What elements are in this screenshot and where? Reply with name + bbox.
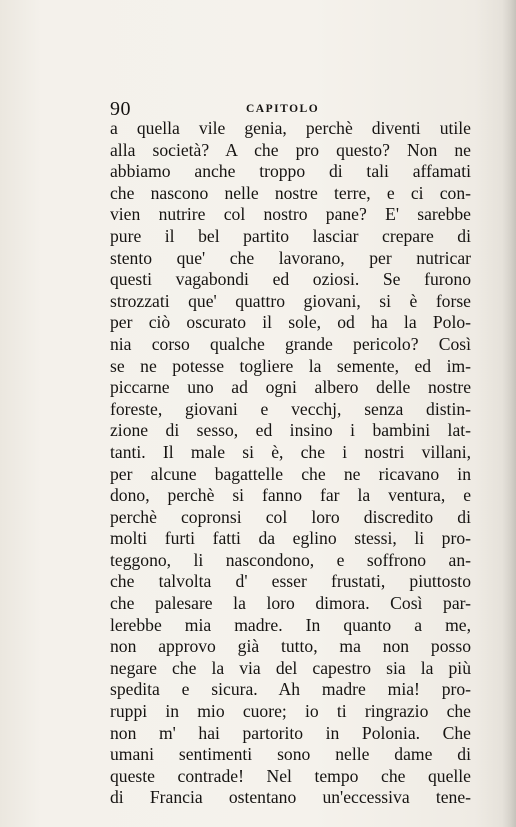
text-line: teggono, li nascondono, e soffrono an- bbox=[110, 549, 471, 570]
text-line: abbiamo anche troppo di tali affamati bbox=[110, 161, 471, 182]
text-line: perchè copronsi col loro discredito di bbox=[110, 506, 471, 527]
text-line: zione di sesso, ed insino i bambini lat- bbox=[110, 420, 471, 441]
text-line: che nascono nelle nostre terre, e ci con- bbox=[110, 182, 471, 203]
page-edge-shadow bbox=[502, 0, 516, 827]
page-number: 90 bbox=[110, 98, 131, 120]
text-line: strozzati que' quattro giovani, si è forse bbox=[110, 290, 471, 311]
text-line: per alcune bagattelle che ne ricavano in bbox=[110, 463, 471, 484]
text-line: non m' hai partorito in Polonia. Che bbox=[110, 722, 471, 743]
running-head: CAPITOLO bbox=[246, 103, 320, 115]
text-line: spedita e sicura. Ah madre mia! pro- bbox=[110, 679, 471, 700]
text-line: umani sentimenti sono nelle dame di bbox=[110, 744, 471, 765]
text-line: alla società? A che pro questo? Non ne bbox=[110, 139, 471, 160]
text-line: tanti. Il male si è, che i nostri villani, bbox=[110, 441, 471, 462]
text-line: che talvolta d' esser frustati, piuttosto bbox=[110, 571, 471, 592]
text-line: molti furti fatti da eglino stessi, li pro- bbox=[110, 528, 471, 549]
text-line: se ne potesse togliere la semente, ed im- bbox=[110, 355, 471, 376]
text-line: lerebbe mia madre. In quanto a me, bbox=[110, 614, 471, 635]
text-line: a quella vile genia, perchè diventi utile bbox=[110, 118, 471, 138]
text-line: non approvo già tutto, ma non posso bbox=[110, 636, 471, 657]
text-line: foreste, giovani e vecchj, senza distin- bbox=[110, 398, 471, 419]
text-line: queste contrade! Nel tempo che quelle bbox=[110, 765, 471, 786]
text-line: questi vagabondi ed oziosi. Se furono bbox=[110, 269, 471, 290]
body-text bbox=[110, 118, 471, 809]
text-line: nia corso qualche grande pericolo? Così bbox=[110, 333, 471, 354]
text-line: di Francia ostentano un'eccessiva tene- bbox=[110, 787, 471, 808]
text-line: negare che la via del capestro sia la più bbox=[110, 657, 471, 678]
text-line: dono, perchè si fanno far la ventura, e bbox=[110, 485, 471, 506]
text-line: stento que' che lavorano, per nutricar bbox=[110, 247, 471, 268]
text-line: pure il bel partito lasciar crepare di bbox=[110, 225, 471, 246]
text-line: vien nutrire col nostro pane? E' sarebbe bbox=[110, 204, 471, 225]
text-line: ruppi in mio cuore; io ti ringrazio che bbox=[110, 701, 471, 722]
text-line: che palesare la loro dimora. Così par- bbox=[110, 593, 471, 614]
text-line: per ciò oscurato il sole, od ha la Polo- bbox=[110, 312, 471, 333]
text-line: piccarne uno ad ogni albero delle nostre bbox=[110, 377, 471, 398]
